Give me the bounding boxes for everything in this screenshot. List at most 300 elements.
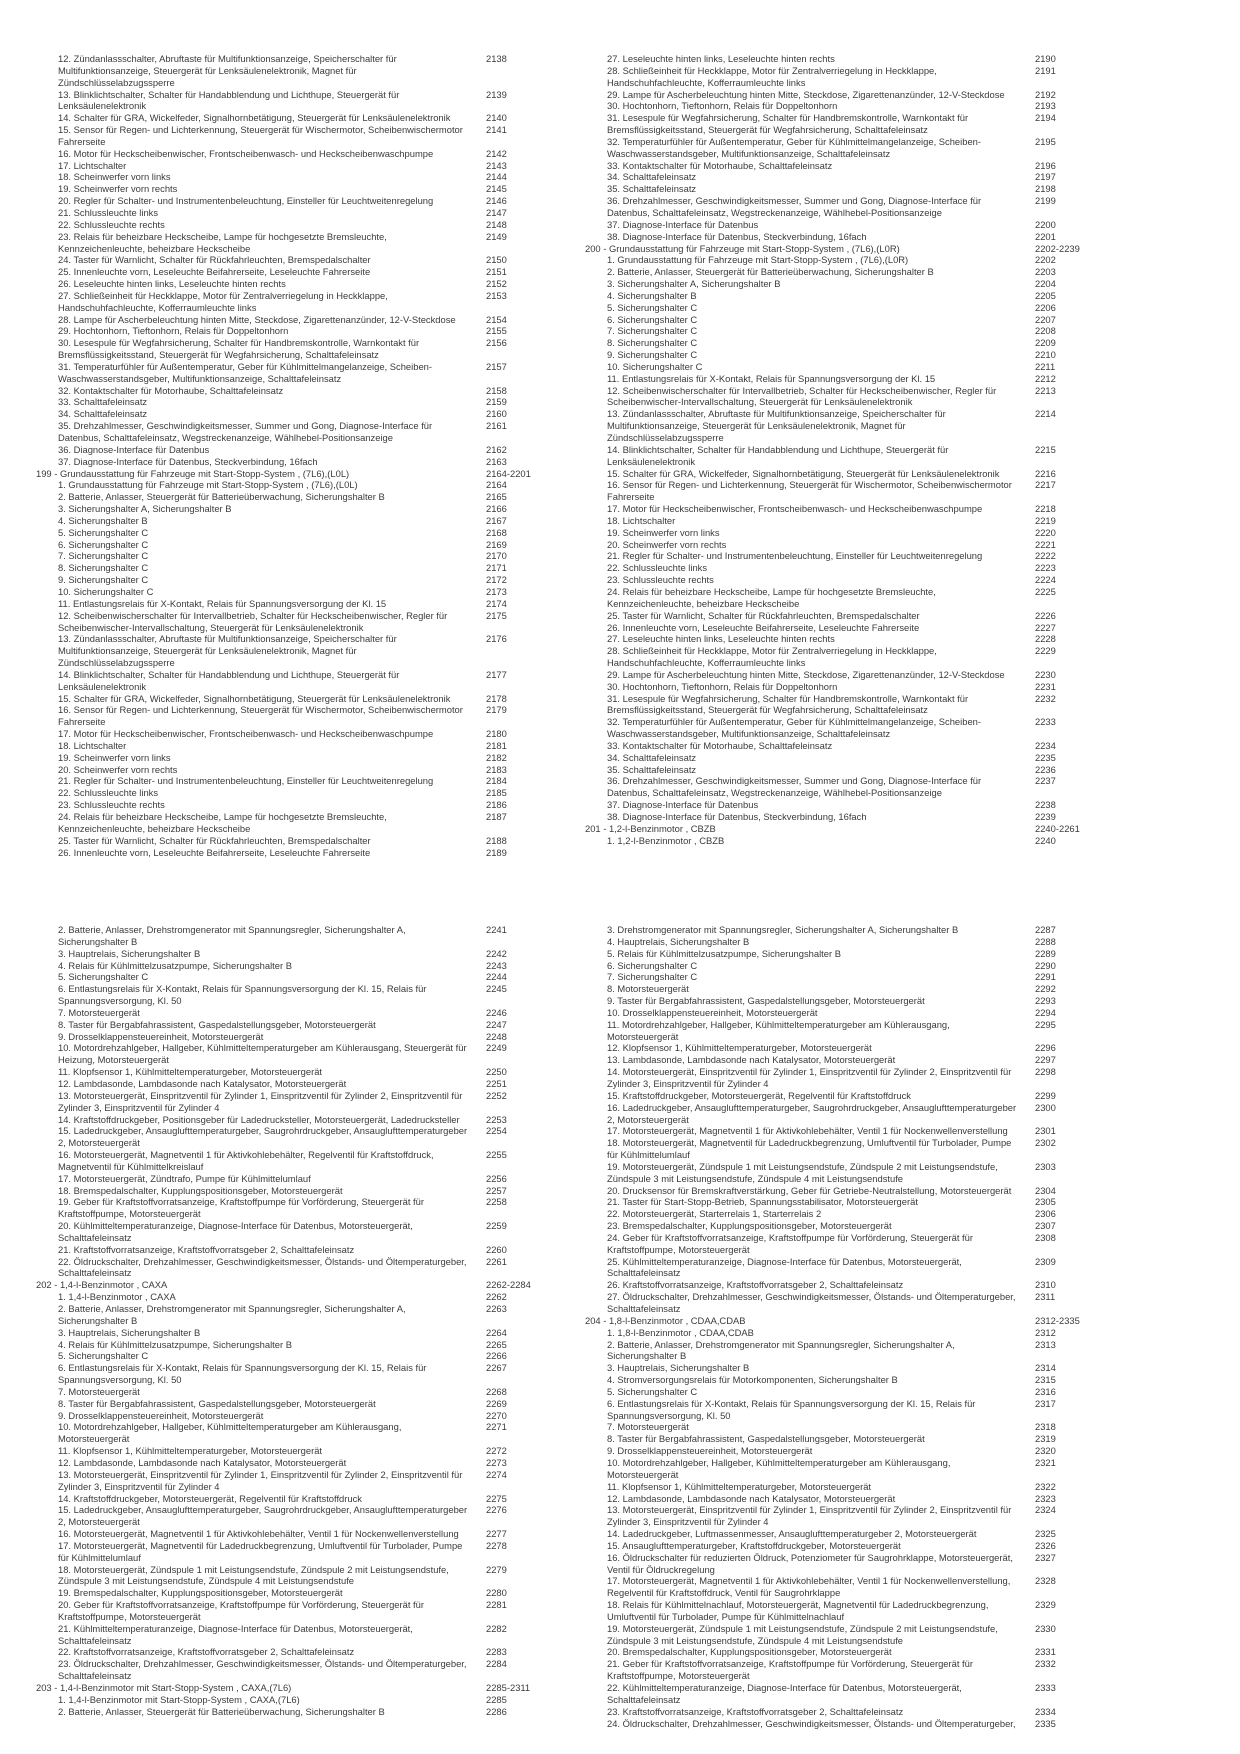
- entry-page-number: 2273: [486, 1456, 507, 1468]
- index-entry: [585, 622, 1085, 634]
- entry-page-number: 2171: [486, 562, 507, 574]
- entry-text: 22. Kraftstoffvorratsanzeige, Kraftstoffvorratsgeber 2, Schalttafeleinsatz: [58, 1646, 355, 1658]
- entry-text: 202 - 1,4-l-Benzinmotor , CAXA: [36, 1279, 168, 1291]
- entry-text: 11. Klopfsensor 1, Kühlmitteltemperaturgeber, Motorsteuergerät: [607, 1480, 872, 1492]
- entry-page-number: 2239: [1035, 811, 1056, 822]
- index-entry: [585, 1504, 1085, 1528]
- index-entry: [36, 1244, 536, 1256]
- entry-text: 4. Hauptrelais, Sicherungshalter B: [607, 935, 750, 947]
- entry-page-number: 2185: [486, 787, 507, 799]
- index-entry: [36, 278, 536, 290]
- entry-text: 9. Taster für Bergabfahrassistent, Gaspedalstellungsgeber, Motorsteuergerät: [607, 995, 925, 1007]
- entry-page-number: 2157: [486, 360, 507, 372]
- entry-text: 25. Taster für Warnlicht, Schalter für Rückfahrleuchten, Bremspedalschalter: [58, 834, 371, 846]
- index-entry: [36, 562, 536, 574]
- entry-page-number: 2138: [486, 53, 507, 64]
- entry-page-number: 2269: [486, 1397, 507, 1409]
- entry-text: 5. Sicherungshalter C: [607, 1385, 698, 1397]
- entry-text: 18. Motorsteuergerät, Magnetventil für Ladedruckbegrenzung, Umluftventil für Turbolader, Pumpe für Kühlmittelumlauf: [607, 1137, 1012, 1161]
- entry-text: 8. Sicherungshalter C: [58, 562, 149, 574]
- entry-page-number: 2197: [1035, 171, 1056, 183]
- entry-page-number: 2206: [1035, 301, 1056, 313]
- index-entry: [585, 1599, 1085, 1623]
- entry-text: 15. Ansauglufttemperaturgeber, Kraftstoffdruckgeber, Motorsteuergerät: [607, 1539, 901, 1551]
- entry-text: 16. Ladedruckgeber, Ansauglufttemperaturgeber, Saugrohrdruckgeber, Ansauglufttemperaturgeber 2, Motorsteuergerät: [607, 1101, 1017, 1125]
- index-entry: [585, 1445, 1085, 1457]
- index-entry: [36, 1599, 536, 1623]
- entry-text: 15. Sensor für Regen- und Lichterkennung, Steuergerät für Wischermotor, Scheibenwischermotor Fahrerseite: [58, 124, 463, 147]
- entry-page-number: 2236: [1035, 763, 1056, 775]
- entry-text: 27. Schließeinheit für Heckklappe, Motor für Zentralverriegelung in Heckklappe, Handschuhfachleuchte, Kofferraumleuchte links: [58, 289, 388, 313]
- entry-page-number: 2210: [1035, 349, 1056, 361]
- index-entry: [585, 89, 1085, 101]
- entry-text: 22. Öldruckschalter, Drehzahlmesser, Geschwindigkeitsmesser, Ölstands- und Öltemperaturgeber, Schalttafeleinsatz: [58, 1255, 467, 1279]
- index-entry: [36, 385, 536, 397]
- entry-text: 15. Schalter für GRA, Wickelfeder, Signalhornbetätigung, Steuergerät für Lenksäulenelektronik: [58, 692, 451, 704]
- entry-text: 20. Scheinwerfer vorn rechts: [58, 763, 178, 775]
- entry-page-number: 2235: [1035, 751, 1056, 763]
- index-entry: [36, 1031, 536, 1043]
- entry-page-number: 2167: [486, 514, 507, 526]
- entry-text: 38. Diagnose-Interface für Datenbus, Steckverbindung, 16fach: [607, 230, 867, 242]
- entry-page-number: 2188: [486, 834, 507, 846]
- entry-text: 26. Leseleuchte hinten links, Leseleuchte hinten rechts: [58, 278, 286, 290]
- entry-page-number: 2278: [486, 1539, 507, 1551]
- index-entry: [36, 1185, 536, 1197]
- entry-text: 15. Schalter für GRA, Wickelfeder, Signalhornbetätigung, Steuergerät für Lenksäulenelektronik: [607, 467, 1000, 479]
- entry-page-number: 2316: [1035, 1385, 1056, 1397]
- entry-page-number: 2262: [486, 1291, 507, 1303]
- entry-text: 17. Motorsteuergerät, Magnetventil 1 für Aktivkohlebehälter, Ventil 1 für Nockenwellenverstellung, Regelventil für Kraftstoffdruck, Ventil für Saugrohrklappe: [607, 1575, 1011, 1599]
- index-entry: [585, 219, 1085, 231]
- index-entry: [585, 936, 1085, 948]
- entry-text: 9. Drosselklappensteuereinheit, Motorsteuergerät: [607, 1445, 813, 1457]
- entry-text: 24. Geber für Kraftstoffvorratsanzeige, Kraftstoffpumpe für Vorförderung, Steuergerät für Kraftstoffpumpe, Motorsteuergerät: [607, 1231, 973, 1255]
- entry-page-number: 2165: [486, 491, 507, 503]
- entry-text: 17. Lichtschalter: [58, 159, 127, 171]
- entry-page-number: 2180: [486, 728, 507, 740]
- index-entry: [585, 278, 1085, 290]
- entry-text: 3. Hauptrelais, Sicherungshalter B: [58, 947, 201, 959]
- entry-page-number: 2233: [1035, 716, 1056, 728]
- entry-page-number: 2152: [486, 278, 507, 290]
- index-entry: [36, 983, 536, 1007]
- entry-text: 23. Schlussleuchte rechts: [58, 799, 165, 811]
- entry-page-number: 2260: [486, 1243, 507, 1255]
- index-entry: [36, 1528, 536, 1540]
- index-entry: [585, 971, 1085, 983]
- entry-page-number: 2176: [486, 633, 507, 645]
- index-entry: [585, 1196, 1085, 1208]
- entry-page-number: 2187: [486, 811, 507, 822]
- entry-text: 35. Schalttafeleinsatz: [607, 763, 697, 775]
- entry-page-number: 2267: [486, 1362, 507, 1374]
- index-entry: [585, 1540, 1085, 1552]
- index-entry: [585, 1102, 1085, 1126]
- entry-page-number: 2207: [1035, 313, 1056, 325]
- entry-page-number: 2198: [1035, 183, 1056, 195]
- entry-text: 23. Bremspedalschalter, Kupplungspositionsgeber, Motorsteuergerät: [607, 1220, 892, 1232]
- index-entry: [585, 1646, 1085, 1658]
- entry-text: 12. Scheibenwischerschalter für Intervallbetrieb, Schalter für Heckscheibenwischer, Regler für Scheibenwischer-Intervallschaltung, Steuergerät für Lenksäulenelektronik: [607, 384, 997, 408]
- entry-text: 27. Leseleuchte hinten links, Leseleuchte hinten rechts: [607, 633, 835, 645]
- entry-page-number: 2320: [1035, 1445, 1056, 1457]
- index-entry: [36, 960, 536, 972]
- entry-text: 7. Motorsteuergerät: [58, 1385, 140, 1397]
- entry-page-number: 2300: [1035, 1101, 1056, 1113]
- entry-text: 32. Kontaktschalter für Motorhaube, Schalttafeleinsatz: [58, 384, 284, 396]
- index-entry: [36, 479, 536, 491]
- entry-page-number: 2204: [1035, 278, 1056, 290]
- entry-text: 2. Batterie, Anlasser, Steuergerät für Batterieüberwachung, Sicherungshalter B: [58, 1705, 385, 1717]
- entry-page-number: 2282: [486, 1622, 507, 1634]
- entry-text: 13. Motorsteuergerät, Einspritzventil für Zylinder 1, Einspritzventil für Zylinder 2, Einspritzventil für Zylinder 3, Einspritzventil für Zylinder 4: [58, 1089, 463, 1113]
- index-entry: [585, 183, 1085, 195]
- entry-text: 26. Innenleuchte vorn, Leseleuchte Beifahrerseite, Leseleuchte Fahrerseite: [58, 846, 371, 858]
- entry-text: 8. Taster für Bergabfahrassistent, Gaspedalstellungsgeber, Motorsteuergerät: [58, 1397, 376, 1409]
- entry-text: 6. Entlastungsrelais für X-Kontakt, Relais für Spannungsversorgung der Kl. 15, Relais für Spannungsversorgung, Kl. 50: [58, 983, 427, 1007]
- index-entry: [36, 669, 536, 693]
- index-entry: [36, 1019, 536, 1031]
- entry-page-number: 2232: [1035, 692, 1056, 704]
- entry-text: 34. Schalttafeleinsatz: [607, 751, 697, 763]
- entry-page-number: 2191: [1035, 64, 1056, 76]
- entry-text: 15. Ladedruckgeber, Ansauglufttemperaturgeber, Saugrohrdruckgeber, Ansauglufttemperaturgeber 2, Motorsteuergerät: [58, 1125, 468, 1149]
- entry-page-number: 2331: [1035, 1646, 1056, 1658]
- index-entry: [585, 799, 1085, 811]
- index-entry: [36, 1350, 536, 1362]
- index-entry: [585, 254, 1085, 266]
- entry-text: 1. 1,4-l-Benzinmotor , CAXA: [58, 1291, 176, 1303]
- entry-text: 18. Lichtschalter: [607, 514, 676, 526]
- index-entry: [585, 924, 1085, 936]
- index-entry: [585, 1658, 1085, 1682]
- entry-page-number: 2175: [486, 609, 507, 621]
- index-entry: [36, 971, 536, 983]
- index-entry: [36, 361, 536, 385]
- index-entry: [585, 948, 1085, 960]
- entry-page-number: 2231: [1035, 680, 1056, 692]
- index-entry: [36, 231, 536, 255]
- entry-text: 20. Scheinwerfer vorn rechts: [607, 538, 727, 550]
- index-entry: [585, 960, 1085, 972]
- index-entry: [36, 924, 536, 948]
- entry-text: 16. Motorsteuergerät, Magnetventil 1 für Aktivkohlebehälter, Regelventil für Kraftstoffdruck, Magnetventil für Kühlmittelkreislauf: [58, 1149, 434, 1172]
- entry-page-number: 2295: [1035, 1018, 1056, 1030]
- entry-text: 2. Batterie, Anlasser, Steuergerät für Batterieüberwachung, Sicherungshalter B: [58, 491, 385, 503]
- entry-page-number: 2160: [486, 408, 507, 420]
- entry-page-number: 2329: [1035, 1599, 1056, 1611]
- entry-page-number: 2310: [1035, 1279, 1056, 1291]
- entry-page-number: 2214: [1035, 408, 1056, 420]
- index-entry: [585, 1256, 1085, 1280]
- entry-page-number: 2211: [1035, 360, 1056, 372]
- index-entry: [36, 491, 536, 503]
- index-entry: [36, 764, 536, 776]
- entry-page-number: 2212: [1035, 372, 1056, 384]
- entry-page-number: 2159: [486, 396, 507, 408]
- index-entry: [36, 1196, 536, 1220]
- entry-page-number: 2253: [486, 1113, 507, 1125]
- index-entry: [585, 574, 1085, 586]
- entry-text: 16. Sensor für Regen- und Lichterkennung, Steuergerät für Wischermotor, Scheibenwischermotor Fahrerseite: [58, 704, 463, 728]
- index-entry: [585, 1208, 1085, 1220]
- entry-page-number: 2287: [1035, 924, 1056, 935]
- entry-page-number: 2234: [1035, 739, 1056, 751]
- entry-page-number: 2259: [486, 1220, 507, 1232]
- entry-text: 13. Motorsteuergerät, Einspritzventil für Zylinder 1, Einspritzventil für Zylinder 2, Einspritzventil für Zylinder 3, Einspritzventil für Zylinder 4: [607, 1504, 1012, 1528]
- entry-page-number: 2199: [1035, 195, 1056, 207]
- index-entry: [585, 1054, 1085, 1066]
- index-entry: [585, 995, 1085, 1007]
- entry-page-number: 2208: [1035, 325, 1056, 337]
- entry-page-number: 2293: [1035, 995, 1056, 1007]
- entry-page-number: 2200: [1035, 218, 1056, 230]
- index-entry: [585, 349, 1085, 361]
- entry-text: 8. Taster für Bergabfahrassistent, Gaspedalstellungsgeber, Motorsteuergerät: [58, 1018, 376, 1030]
- index-entry: [36, 207, 536, 219]
- entry-page-number: 2202-2239: [1035, 242, 1080, 254]
- entry-text: 37. Diagnose-Interface für Datenbus: [607, 799, 759, 811]
- entry-page-number: 2330: [1035, 1622, 1056, 1634]
- entry-text: 13. Lambdasonde, Lambdasonde nach Katalysator, Motorsteuergerät: [607, 1054, 896, 1066]
- index-entry: [585, 1623, 1085, 1647]
- entry-text: 5. Sicherungshalter C: [58, 971, 149, 983]
- entry-page-number: 2228: [1035, 633, 1056, 645]
- entry-page-number: 2272: [486, 1445, 507, 1457]
- entry-text: 26. Kraftstoffvorratsanzeige, Kraftstoffvorratsgeber 2, Schalttafeleinsatz: [607, 1279, 904, 1291]
- entry-text: 18. Motorsteuergerät, Zündspule 1 mit Leistungsendstufe, Zündspule 2 mit Leistungsendstufe, Zündspule 3 mit Leistungsendstufe, Zündspule 4 mit Leistungsendstufe: [58, 1563, 449, 1587]
- entry-text: 9. Sicherungshalter C: [607, 349, 698, 361]
- entry-page-number: 2285: [486, 1693, 507, 1705]
- entry-text: 10. Motordrehzahlgeber, Hallgeber, Kühlmitteltemperaturgeber am Kühlerausgang, Motorsteuergerät: [607, 1456, 951, 1480]
- index-entry: [36, 515, 536, 527]
- index-entry: [36, 1421, 536, 1445]
- entry-text: 5. Sicherungshalter C: [607, 301, 698, 313]
- entry-text: 25. Innenleuchte vorn, Leseleuchte Beifahrerseite, Leseleuchte Fahrerseite: [58, 266, 371, 278]
- index-entry: [36, 337, 536, 361]
- entry-page-number: 2154: [486, 313, 507, 325]
- entry-page-number: 2290: [1035, 959, 1056, 971]
- entry-text: 24. Öldruckschalter, Drehzahlmesser, Geschwindigkeitsmesser, Ölstands- und Öltemperaturgeber,: [607, 1717, 1016, 1729]
- entry-text: 33. Schalttafeleinsatz: [58, 396, 148, 408]
- index-entry: [585, 1457, 1085, 1481]
- entry-text: 24. Relais für beheizbare Heckscheibe, Lampe für hochgesetzte Bremsleuchte, Kennzeichenleuchte, beheizbare Heckscheibe: [58, 811, 387, 834]
- entry-page-number: 2313: [1035, 1338, 1056, 1350]
- index-entry: [36, 396, 536, 408]
- entry-text: 11. Klopfsensor 1, Kühlmitteltemperaturgeber, Motorsteuergerät: [58, 1445, 323, 1457]
- index-entry: [585, 1706, 1085, 1718]
- index-entry: [585, 314, 1085, 326]
- index-entry: [36, 527, 536, 539]
- index-entry: [36, 1398, 536, 1410]
- index-entry: [585, 195, 1085, 219]
- entry-text: 20. Drucksensor für Bremskraftverstärkung, Geber für Getriebe-Neutralstellung, Motorsteuergerät: [607, 1184, 1012, 1196]
- entry-page-number: 2274: [486, 1468, 507, 1480]
- entry-text: 12. Zündanlassschalter, Abruftaste für Multifunktionsanzeige, Speicherschalter für Multifunktionsanzeige, Steuergerät für Lenksäulenelektronik, Magnet für Zündschlüsselabzugssperre: [58, 53, 397, 88]
- entry-text: 3. Sicherungshalter A, Sicherungshalter B: [58, 503, 232, 515]
- index-entry: [585, 716, 1085, 740]
- entry-page-number: 2184: [486, 775, 507, 787]
- index-entry: [585, 468, 1085, 480]
- index-entry: [585, 562, 1085, 574]
- entry-page-number: 2163: [486, 455, 507, 467]
- entry-page-number: 2309: [1035, 1255, 1056, 1267]
- index-entry: [585, 645, 1085, 669]
- index-entry: [36, 948, 536, 960]
- entry-page-number: 2241: [486, 924, 507, 935]
- index-entry: [585, 681, 1085, 693]
- section-entry: [585, 243, 1085, 255]
- index-entry: [585, 835, 1085, 847]
- index-entry: [36, 1445, 536, 1457]
- entry-page-number: 2147: [486, 206, 507, 218]
- index-entry: [585, 1362, 1085, 1374]
- entry-page-number: 2247: [486, 1018, 507, 1030]
- index-entry: [585, 1481, 1085, 1493]
- entry-text: 32. Temperaturfühler für Außentemperatur, Geber für Kühlmittelmangelanzeige, Scheiben-Waschwasserstandsgeber, Multifunktionsanzeige, Schalttafeleinsatz: [607, 135, 981, 159]
- index-entry: [36, 1125, 536, 1149]
- entry-text: 19. Bremspedalschalter, Kupplungspositionsgeber, Motorsteuergerät: [58, 1587, 343, 1599]
- index-entry: [585, 740, 1085, 752]
- entry-text: 21. Kraftstoffvorratsanzeige, Kraftstoffvorratsgeber 2, Schalttafeleinsatz: [58, 1243, 355, 1255]
- index-entry: [36, 1386, 536, 1398]
- entry-page-number: 2250: [486, 1066, 507, 1078]
- entry-text: 35. Schalttafeleinsatz: [607, 183, 697, 195]
- entry-text: 2. Batterie, Anlasser, Drehstromgenerator mit Spannungsregler, Sicherungshalter A, Sicherungshalter B: [58, 1303, 406, 1326]
- entry-page-number: 2215: [1035, 443, 1056, 455]
- entry-page-number: 2242: [486, 947, 507, 959]
- entry-page-number: 2192: [1035, 88, 1056, 100]
- entry-text: 19. Geber für Kraftstoffvorratsanzeige, Kraftstoffpumpe für Vorförderung, Steuergerät für Kraftstoffpumpe, Motorsteuergerät: [58, 1196, 424, 1220]
- entry-text: 34. Schalttafeleinsatz: [607, 171, 697, 183]
- right-column: [585, 924, 1085, 1729]
- index-entry: [585, 1398, 1085, 1422]
- left-column: [36, 924, 536, 1718]
- index-entry: [585, 633, 1085, 645]
- entry-text: 22. Kühlmitteltemperaturanzeige, Diagnose-Interface für Datenbus, Motorsteuergerät, Schalttafeleinsatz: [607, 1682, 962, 1705]
- entry-page-number: 2203: [1035, 266, 1056, 278]
- entry-text: 21. Taster für Start-Stopp-Betrieb, Spannungsstabilisator, Motorsteuergerät: [607, 1196, 918, 1208]
- entry-text: 10. Drosselklappensteuereinheit, Motorsteuergerät: [607, 1006, 818, 1018]
- entry-page-number: 2181: [486, 739, 507, 751]
- section-entry: [36, 1682, 536, 1694]
- index-entry: [36, 740, 536, 752]
- index-entry: [36, 148, 536, 160]
- entry-text: 18. Lichtschalter: [58, 739, 127, 751]
- entry-page-number: 2190: [1035, 53, 1056, 64]
- index-entry: [36, 124, 536, 148]
- entry-text: 199 - Grundausstattung für Fahrzeuge mit Start-Stopp-System , (7L6),(L0L): [36, 467, 350, 479]
- entry-page-number: 2318: [1035, 1421, 1056, 1433]
- entry-text: 9. Sicherungshalter C: [58, 574, 149, 586]
- index-entry: [36, 1303, 536, 1327]
- index-entry: [585, 171, 1085, 183]
- entry-text: 21. Schlussleuchte links: [58, 206, 159, 218]
- entry-page-number: 2170: [486, 550, 507, 562]
- entry-text: 31. Temperaturfühler für Außentemperatur, Geber für Kühlmittelmangelanzeige, Scheiben-Waschwasserstandsgeber, Multifunktionsanzeige, Schalttafeleinsatz: [58, 360, 432, 384]
- entry-page-number: 2315: [1035, 1374, 1056, 1386]
- index-entry: [585, 586, 1085, 610]
- entry-text: 19. Motorsteuergerät, Zündspule 1 mit Leistungsendstufe, Zündspule 2 mit Leistungsendstufe, Zündspule 3 mit Leistungsendstufe, Zündspule 4 mit Leistungsendstufe: [607, 1622, 998, 1646]
- entry-page-number: 2258: [486, 1196, 507, 1208]
- entry-text: 4. Relais für Kühlmittelzusatzpumpe, Sicherungshalter B: [58, 1338, 292, 1350]
- entry-page-number: 2243: [486, 959, 507, 971]
- entry-page-number: 2226: [1035, 609, 1056, 621]
- index-entry: [585, 444, 1085, 468]
- entry-text: 6. Entlastungsrelais für X-Kontakt, Relais für Spannungsversorgung der Kl. 15, Relais für Spannungsversorgung, Kl. 50: [607, 1397, 976, 1421]
- entry-page-number: 2246: [486, 1006, 507, 1018]
- index-entry: [36, 598, 536, 610]
- entry-page-number: 2257: [486, 1184, 507, 1196]
- index-entry: [36, 1457, 536, 1469]
- entry-text: 1. 1,2-l-Benzinmotor , CBZB: [607, 834, 725, 846]
- entry-text: 21. Kühlmitteltemperaturanzeige, Diagnose-Interface für Datenbus, Motorsteuergerät, Schalttafeleinsatz: [58, 1622, 413, 1646]
- entry-page-number: 2164-2201: [486, 467, 531, 479]
- entry-text: 24. Relais für beheizbare Heckscheibe, Lampe für hochgesetzte Bremsleuchte, Kennzeichenleuchte, beheizbare Heckscheibe: [607, 585, 936, 609]
- index-entry: [36, 693, 536, 705]
- entry-page-number: 2312: [1035, 1326, 1056, 1338]
- entry-text: 22. Schlussleuchte links: [58, 787, 159, 799]
- entry-page-number: 2195: [1035, 135, 1056, 147]
- index-entry: [585, 1291, 1085, 1315]
- entry-text: 14. Blinklichtschalter, Schalter für Handabblendung und Lichthupe, Steuergerät für Lenksäulenelektronik: [58, 668, 400, 692]
- entry-page-number: 2155: [486, 325, 507, 337]
- entry-text: 32. Temperaturfühler für Außentemperatur, Geber für Kühlmittelmangelanzeige, Scheiben-Waschwasserstandsgeber, Multifunktionsanzeige, Schalttafeleinsatz: [607, 716, 981, 740]
- entry-page-number: 2264: [486, 1326, 507, 1338]
- index-entry: [36, 1362, 536, 1386]
- entry-page-number: 2150: [486, 254, 507, 266]
- entry-text: 3. Drehstromgenerator mit Spannungsregler, Sicherungshalter A, Sicherungshalter B: [607, 924, 959, 935]
- index-entry: [585, 693, 1085, 717]
- entry-page-number: 2143: [486, 159, 507, 171]
- index-entry: [585, 160, 1085, 172]
- index-entry: [36, 1090, 536, 1114]
- entry-text: 7. Motorsteuergerät: [58, 1006, 140, 1018]
- index-entry: [36, 290, 536, 314]
- entry-text: 22. Motorsteuergerät, Starterrelais 1, Starterrelais 2: [607, 1208, 822, 1220]
- entry-text: 19. Scheinwerfer vorn rechts: [58, 183, 178, 195]
- index-entry: [36, 1564, 536, 1588]
- index-entry: [585, 1042, 1085, 1054]
- entry-page-number: 2322: [1035, 1480, 1056, 1492]
- entry-page-number: 2158: [486, 384, 507, 396]
- index-entry: [585, 100, 1085, 112]
- entry-text: 16. Sensor für Regen- und Lichterkennung, Steuergerät für Wischermotor, Scheibenwischermotor Fahrerseite: [607, 479, 1012, 503]
- entry-page-number: 2298: [1035, 1066, 1056, 1078]
- entry-text: 21. Geber für Kraftstoffvorratsanzeige, Kraftstoffpumpe für Vorförderung, Steuergerät für Kraftstoffpumpe, Motorsteuergerät: [607, 1658, 973, 1682]
- index-entry: [585, 610, 1085, 622]
- entry-text: 14. Ladedruckgeber, Luftmassenmesser, Ansauglufttemperaturgeber 2, Motorsteuergerät: [607, 1528, 977, 1540]
- index-entry: [585, 811, 1085, 823]
- index-entry: [585, 775, 1085, 799]
- index-entry: [36, 574, 536, 586]
- entry-page-number: 2146: [486, 195, 507, 207]
- entry-text: 4. Stromversorgungsrelais für Motorkomponenten, Sicherungshalter B: [607, 1374, 898, 1386]
- index-entry: [585, 1220, 1085, 1232]
- entry-page-number: 2189: [486, 846, 507, 858]
- entry-page-number: 2332: [1035, 1658, 1056, 1670]
- entry-text: 1. Grundausstattung für Fahrzeuge mit Start-Stopp-System , (7L6),(L0L): [58, 479, 358, 491]
- entry-text: 5. Sicherungshalter C: [58, 526, 149, 538]
- entry-page-number: 2323: [1035, 1492, 1056, 1504]
- index-entry: [36, 444, 536, 456]
- index-entry: [36, 254, 536, 266]
- entry-page-number: 2302: [1035, 1137, 1056, 1149]
- index-entry: [585, 1327, 1085, 1339]
- entry-text: 30. Hochtonhorn, Tieftonhorn, Relais für Doppeltonhorn: [607, 680, 838, 692]
- entry-text: 36. Drehzahlmesser, Geschwindigkeitsmesser, Summer und Gong, Diagnose-Interface für Datenbus, Schalttafeleinsatz, Wegstreckenanzeige, Wählhebel-Positionsanzeige: [607, 195, 982, 218]
